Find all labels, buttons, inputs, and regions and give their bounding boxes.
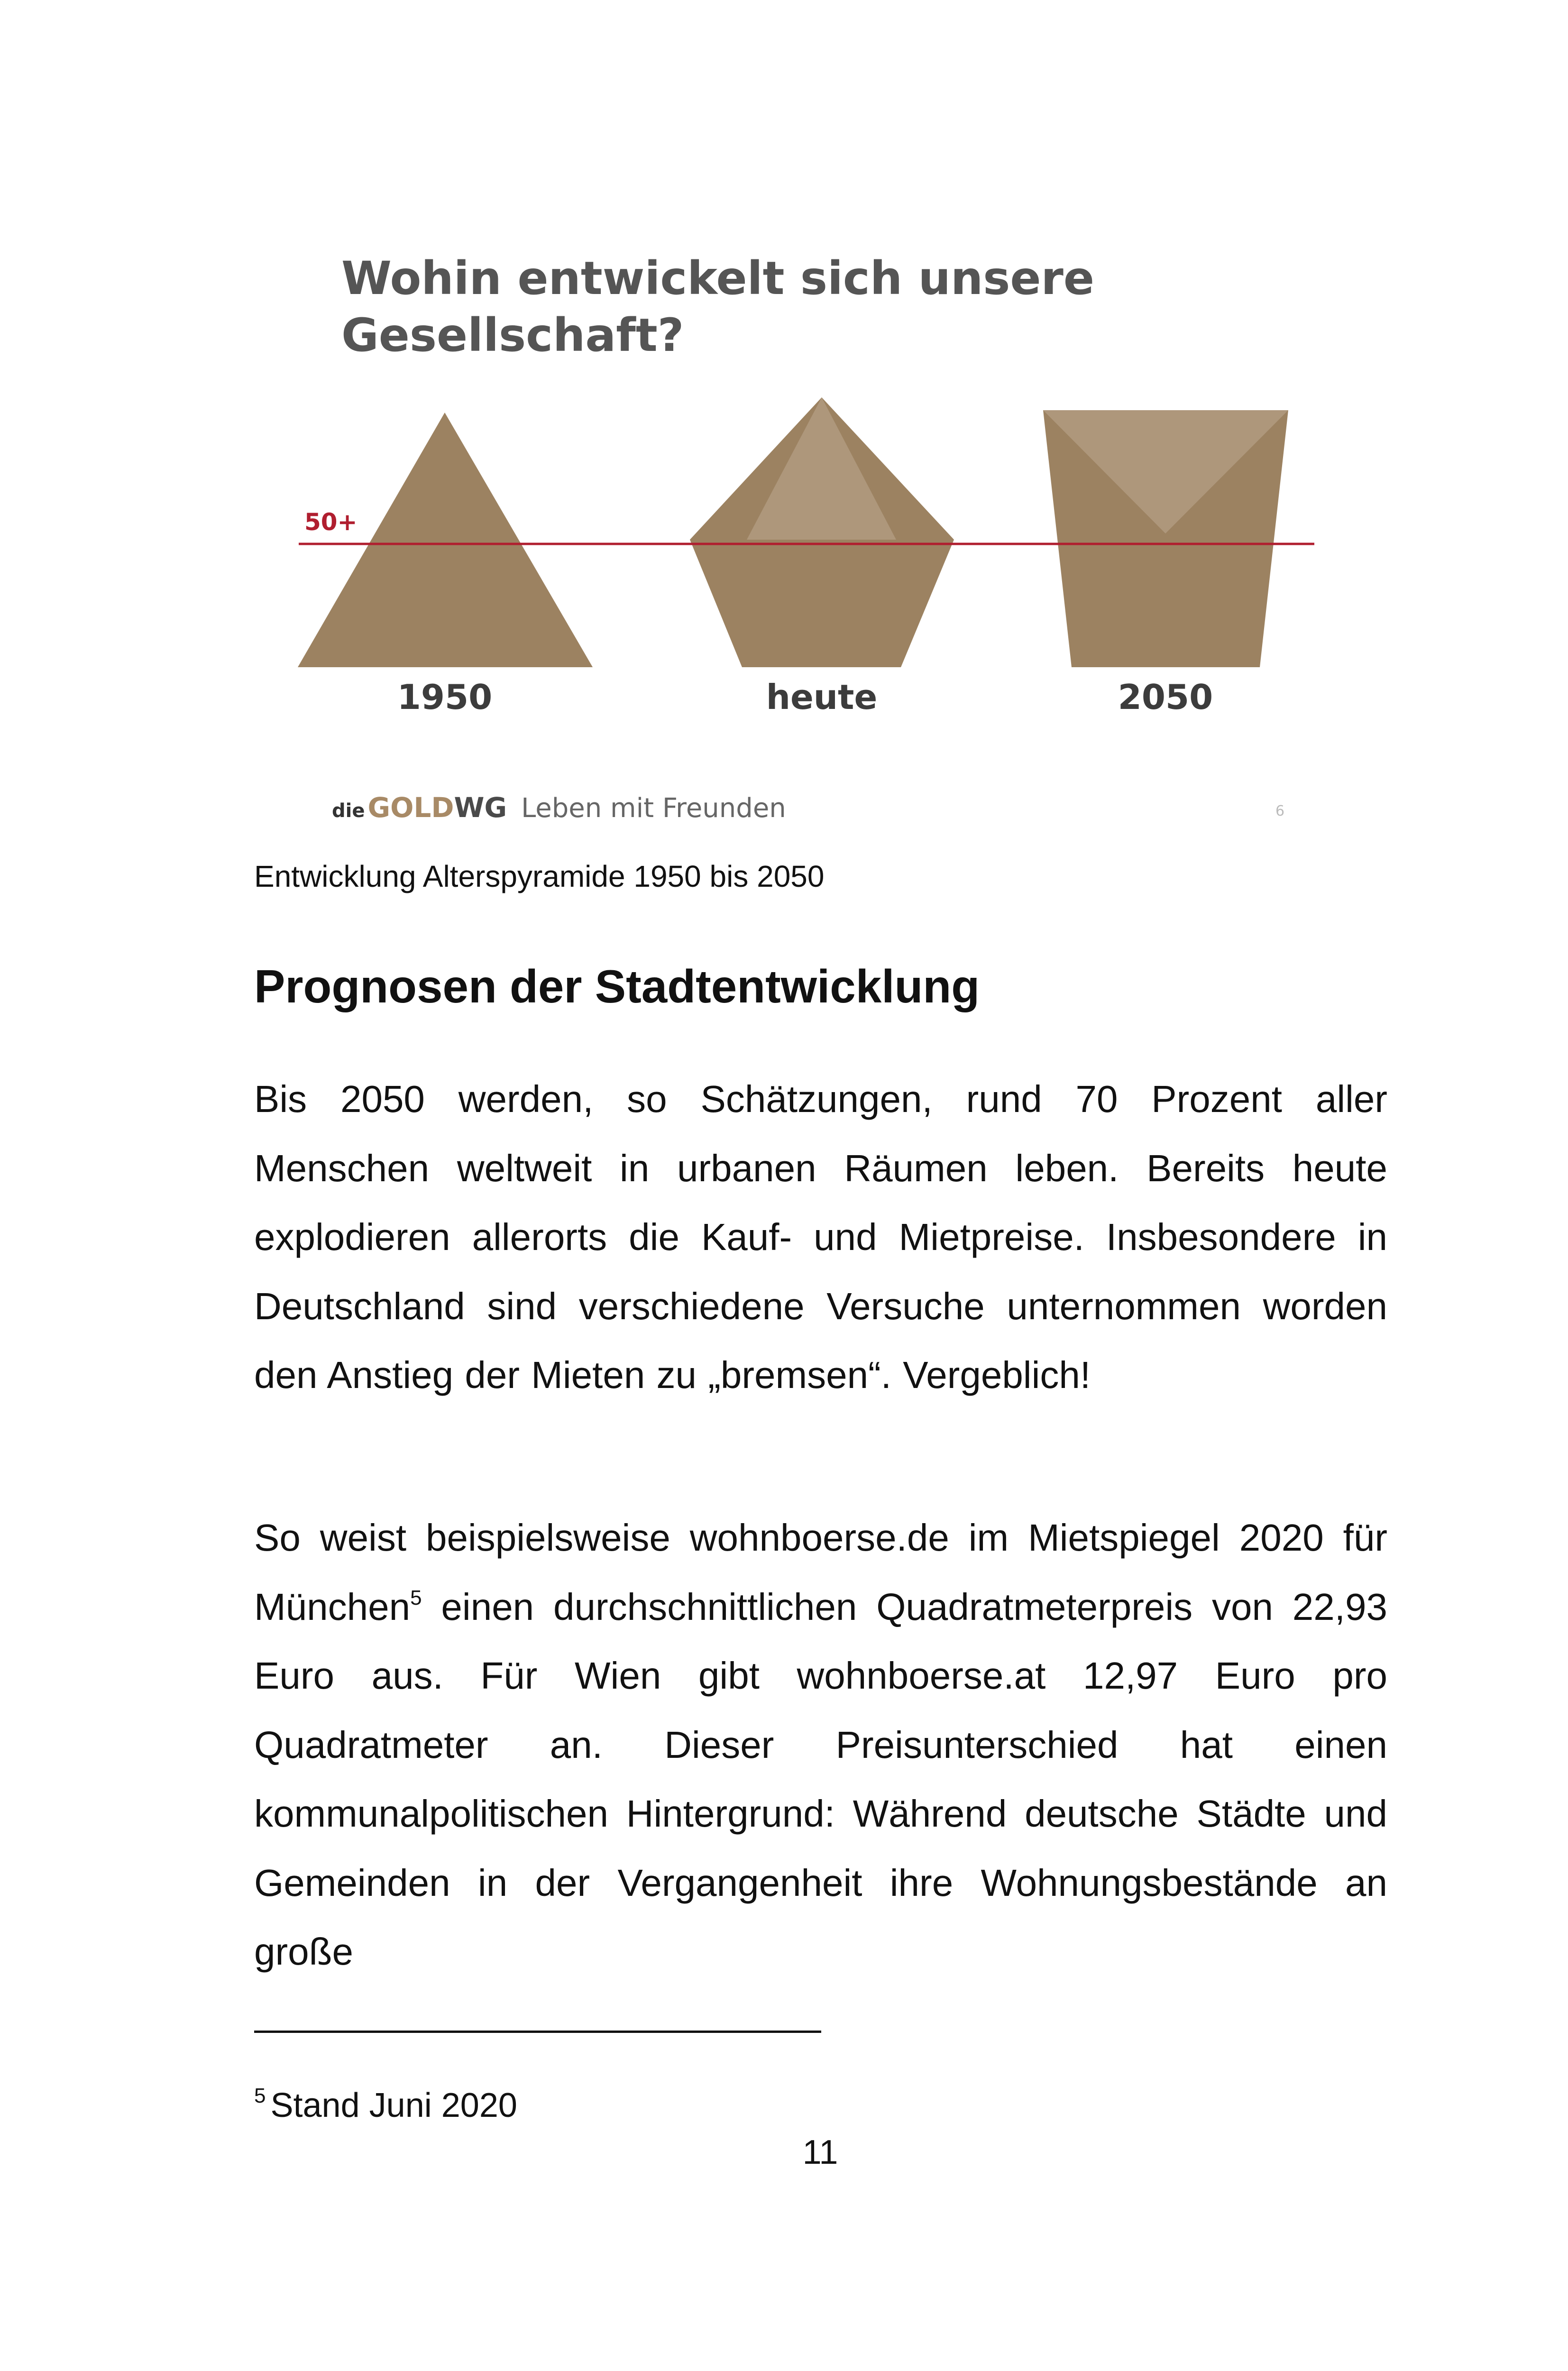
year-label-2050: 2050 bbox=[1118, 677, 1213, 717]
age-50-marker-label: 50+ bbox=[304, 508, 358, 536]
brand-wg: WG bbox=[454, 791, 507, 824]
figure-title-line-1: Wohin entwickelt sich unsere bbox=[341, 252, 1094, 305]
brand-prefix: die bbox=[332, 800, 365, 822]
paragraph-1: Bis 2050 werden, so Schätzungen, rund 70 Prozent aller Menschen weltweit in urbanen Räumen leben. Bereits heute explodieren allerorts die Kauf- und Mietpreise. Insbesondere in Deutschland sind verschiedene Versuche unternommen worden den Anstieg der Mieten zu „bremsen“. Vergeblich! bbox=[254, 1078, 1387, 1396]
slide-number: 6 bbox=[1275, 803, 1285, 819]
age-pyramid-figure bbox=[284, 228, 1366, 844]
age-pyramid-graphic bbox=[284, 228, 1366, 844]
page-number: 11 bbox=[802, 2133, 838, 2171]
brand-logo bbox=[332, 791, 786, 824]
section-heading: Prognosen der Stadtentwicklung bbox=[254, 960, 980, 1012]
footnote bbox=[254, 2084, 517, 2127]
brand-tagline: Leben mit Freunden bbox=[521, 793, 786, 824]
figure-caption: Entwicklung Alterspyramide 1950 bis 2050 bbox=[254, 859, 825, 893]
svg-text:dieGOLDWGLeben mit Freunden bbox=[332, 791, 786, 824]
year-label-1950: 1950 bbox=[397, 677, 493, 717]
footnote-reference: 5 bbox=[410, 1586, 422, 1609]
paragraph-2-text-start: So weist beispielsweise wohnboerse.de im Mietspiegel 2020 für München bbox=[254, 1516, 1387, 1628]
pyramid-1950-shape bbox=[298, 413, 593, 667]
footnote-separator bbox=[254, 2031, 821, 2033]
brand-gold: GOLD bbox=[367, 791, 454, 824]
footnote-text: Stand Juni 2020 bbox=[270, 2086, 517, 2124]
pyramid-heute-lower-shape bbox=[690, 540, 954, 667]
paragraph-2 bbox=[254, 1503, 1387, 1986]
footnote-mark: 5 bbox=[254, 2084, 266, 2107]
paragraph-2-text-end: einen durchschnittlichen Quadratmeterpreis von 22,93 Euro aus. Für Wien gibt wohnboerse.at 12,97 Euro pro Quadratmeter an. Dieser Preisunterschied hat einen kommunalpolitischen Hintergrund: Während deutsche Städte und Gemeinden in der Vergangenheit ihre Wohnungsbestände an große bbox=[254, 1585, 1387, 1973]
year-label-heute: heute bbox=[766, 677, 878, 717]
figure-title-line-2: Gesellschaft? bbox=[341, 309, 684, 362]
